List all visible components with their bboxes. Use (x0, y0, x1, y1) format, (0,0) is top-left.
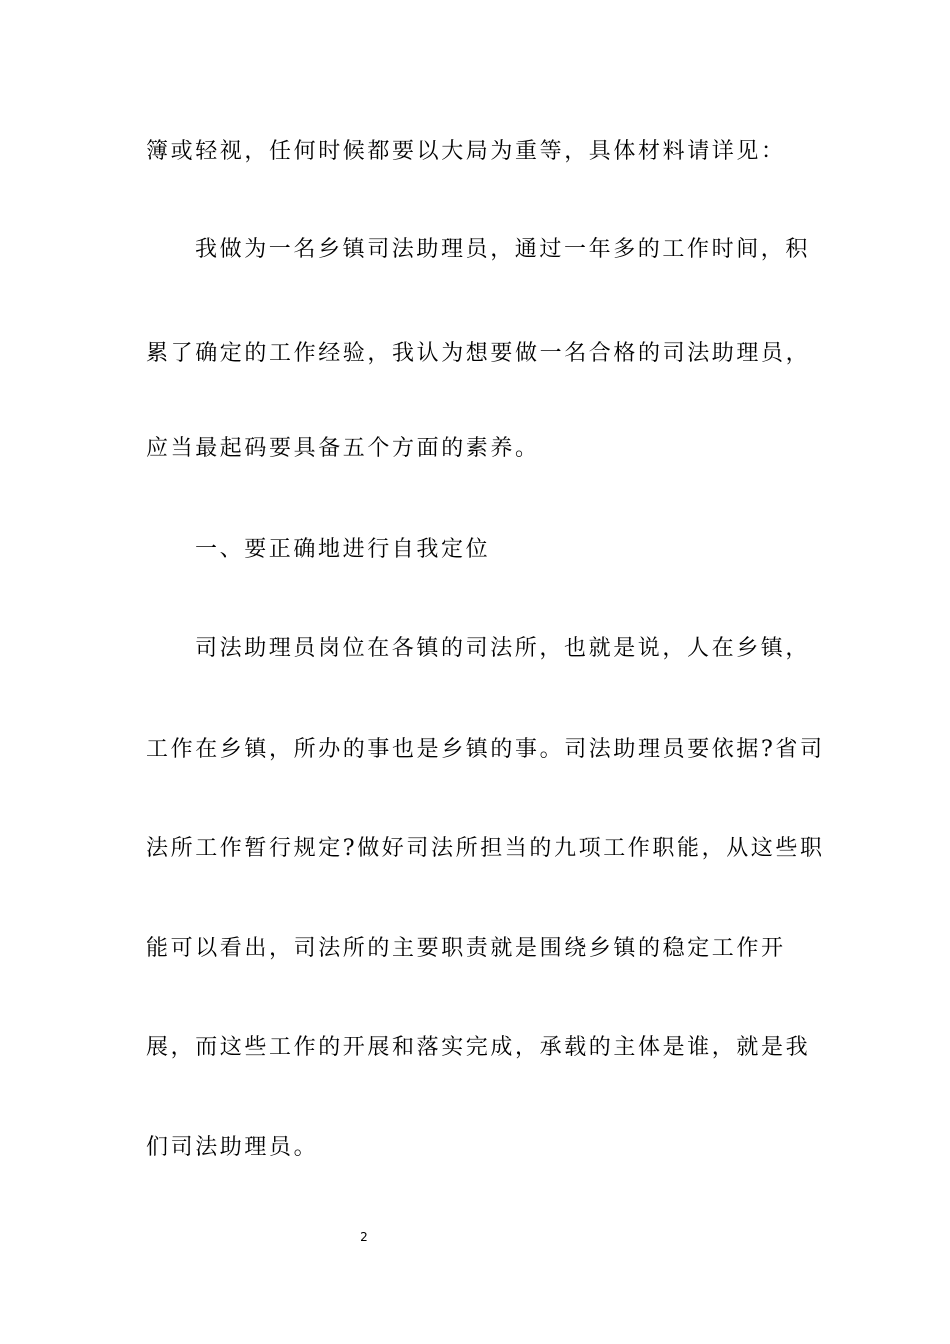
text-line-9: 能可以看出，司法所的主要职责就是围绕乡镇的稳定工作开 (146, 936, 786, 961)
page-number: 2 (360, 1230, 368, 1244)
text-line-11: 们司法助理员。 (146, 1135, 319, 1160)
text-line-6: 司法助理员岗位在各镇的司法所，也就是说，人在乡镇， (195, 636, 811, 661)
text-line-10: 展，而这些工作的开展和落实完成，承载的主体是谁，就是我 (146, 1035, 811, 1060)
text-line-4: 应当最起码要具备五个方面的素养。 (146, 436, 540, 461)
section-heading: 一、要正确地进行自我定位 (195, 537, 491, 562)
text-line-2: 我做为一名乡镇司法助理员，通过一年多的工作时间，积 (195, 237, 811, 262)
text-line-3: 累了确定的工作经验，我认为想要做一名合格的司法助理员， (146, 341, 811, 366)
text-line-8: 法所工作暂行规定?做好司法所担当的九项工作职能，从这些职 (146, 836, 825, 861)
text-line-7: 工作在乡镇，所办的事也是乡镇的事。司法助理员要依据?省司 (146, 737, 825, 762)
text-line-1: 簿或轻视，任何时候都要以大局为重等，具体材料请详见： (146, 139, 786, 164)
